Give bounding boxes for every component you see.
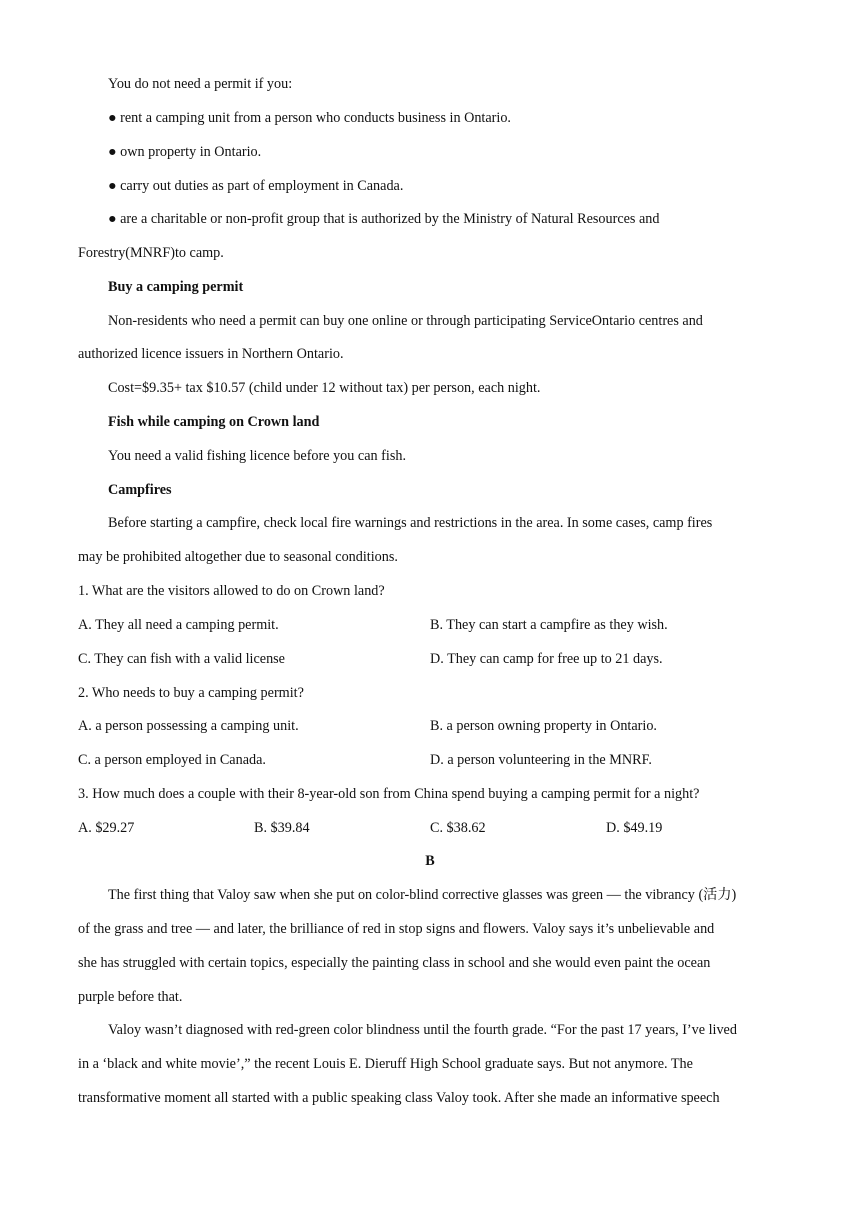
buy-permit-paragraph-line: authorized licence issuers in Northern Ontario. <box>78 346 344 362</box>
fish-text: You need a valid fishing licence before you can fish. <box>108 448 406 464</box>
buy-permit-heading: Buy a camping permit <box>108 279 244 295</box>
permit-exempt-bullet: ● are a charitable or non-profit group that is authorized by the Ministry of Natural Resources and <box>108 211 660 227</box>
section-b-paragraph-line: purple before that. <box>78 989 183 1005</box>
buy-permit-paragraph-line: Non-residents who need a permit can buy one online or through participating ServiceOntario centres and <box>108 313 703 329</box>
answer-option: B. They can start a campfire as they wish. <box>430 617 668 633</box>
campfires-heading: Campfires <box>108 482 172 498</box>
permit-exempt-bullet: ● own property in Ontario. <box>108 144 262 160</box>
answer-option: C. They can fish with a valid license <box>78 651 285 667</box>
section-b-paragraph-line: in a ‘black and white movie’,” the recent Louis E. Dieruff High School graduate says. But not anymore. The <box>78 1056 693 1072</box>
question-stem: 1. What are the visitors allowed to do on Crown land? <box>78 583 385 599</box>
section-b-heading: B <box>425 853 435 869</box>
permit-exempt-intro: You do not need a permit if you: <box>108 76 293 92</box>
answer-option: A. They all need a camping permit. <box>78 617 279 633</box>
campfires-paragraph-line: may be prohibited altogether due to seasonal conditions. <box>78 549 398 565</box>
permit-cost: Cost=$9.35+ tax $10.57 (child under 12 without tax) per person, each night. <box>108 380 541 396</box>
section-b-paragraph-line: Valoy wasn’t diagnosed with red-green color blindness until the fourth grade. “For the past 17 years, I’ve lived <box>108 1022 737 1038</box>
section-b-paragraph-line: of the grass and tree — and later, the brilliance of red in stop signs and flowers. Valoy says it’s unbelievable and <box>78 921 715 937</box>
answer-option: D. $49.19 <box>606 820 663 836</box>
answer-option: B. a person owning property in Ontario. <box>430 718 657 734</box>
section-b-paragraph-line: she has struggled with certain topics, especially the painting class in school and she would even paint the ocean <box>78 955 711 971</box>
question-stem: 3. How much does a couple with their 8-year-old son from China spend buying a camping permit for a night? <box>78 786 700 802</box>
answer-option: A. $29.27 <box>78 820 135 836</box>
permit-exempt-bullet: ● rent a camping unit from a person who conducts business in Ontario. <box>108 110 511 126</box>
answer-option: C. a person employed in Canada. <box>78 752 266 768</box>
campfires-paragraph-line: Before starting a campfire, check local fire warnings and restrictions in the area. In some cases, camp fires <box>108 515 713 531</box>
permit-exempt-bullet: ● carry out duties as part of employment in Canada. <box>108 178 404 194</box>
answer-option: B. $39.84 <box>254 820 310 836</box>
fish-heading: Fish while camping on Crown land <box>108 414 320 430</box>
answer-option: C. $38.62 <box>430 820 486 836</box>
section-b-paragraph-line: transformative moment all started with a public speaking class Valoy took. After she made an informative speech <box>78 1090 720 1106</box>
answer-option: D. a person volunteering in the MNRF. <box>430 752 652 768</box>
question-stem: 2. Who needs to buy a camping permit? <box>78 685 304 701</box>
permit-exempt-bullet-continuation: Forestry(MNRF)to camp. <box>78 245 224 261</box>
answer-option: D. They can camp for free up to 21 days. <box>430 651 663 667</box>
answer-option: A. a person possessing a camping unit. <box>78 718 299 734</box>
section-b-paragraph-line: The first thing that Valoy saw when she put on color-blind corrective glasses was green — the vibrancy (活力) <box>108 887 737 903</box>
